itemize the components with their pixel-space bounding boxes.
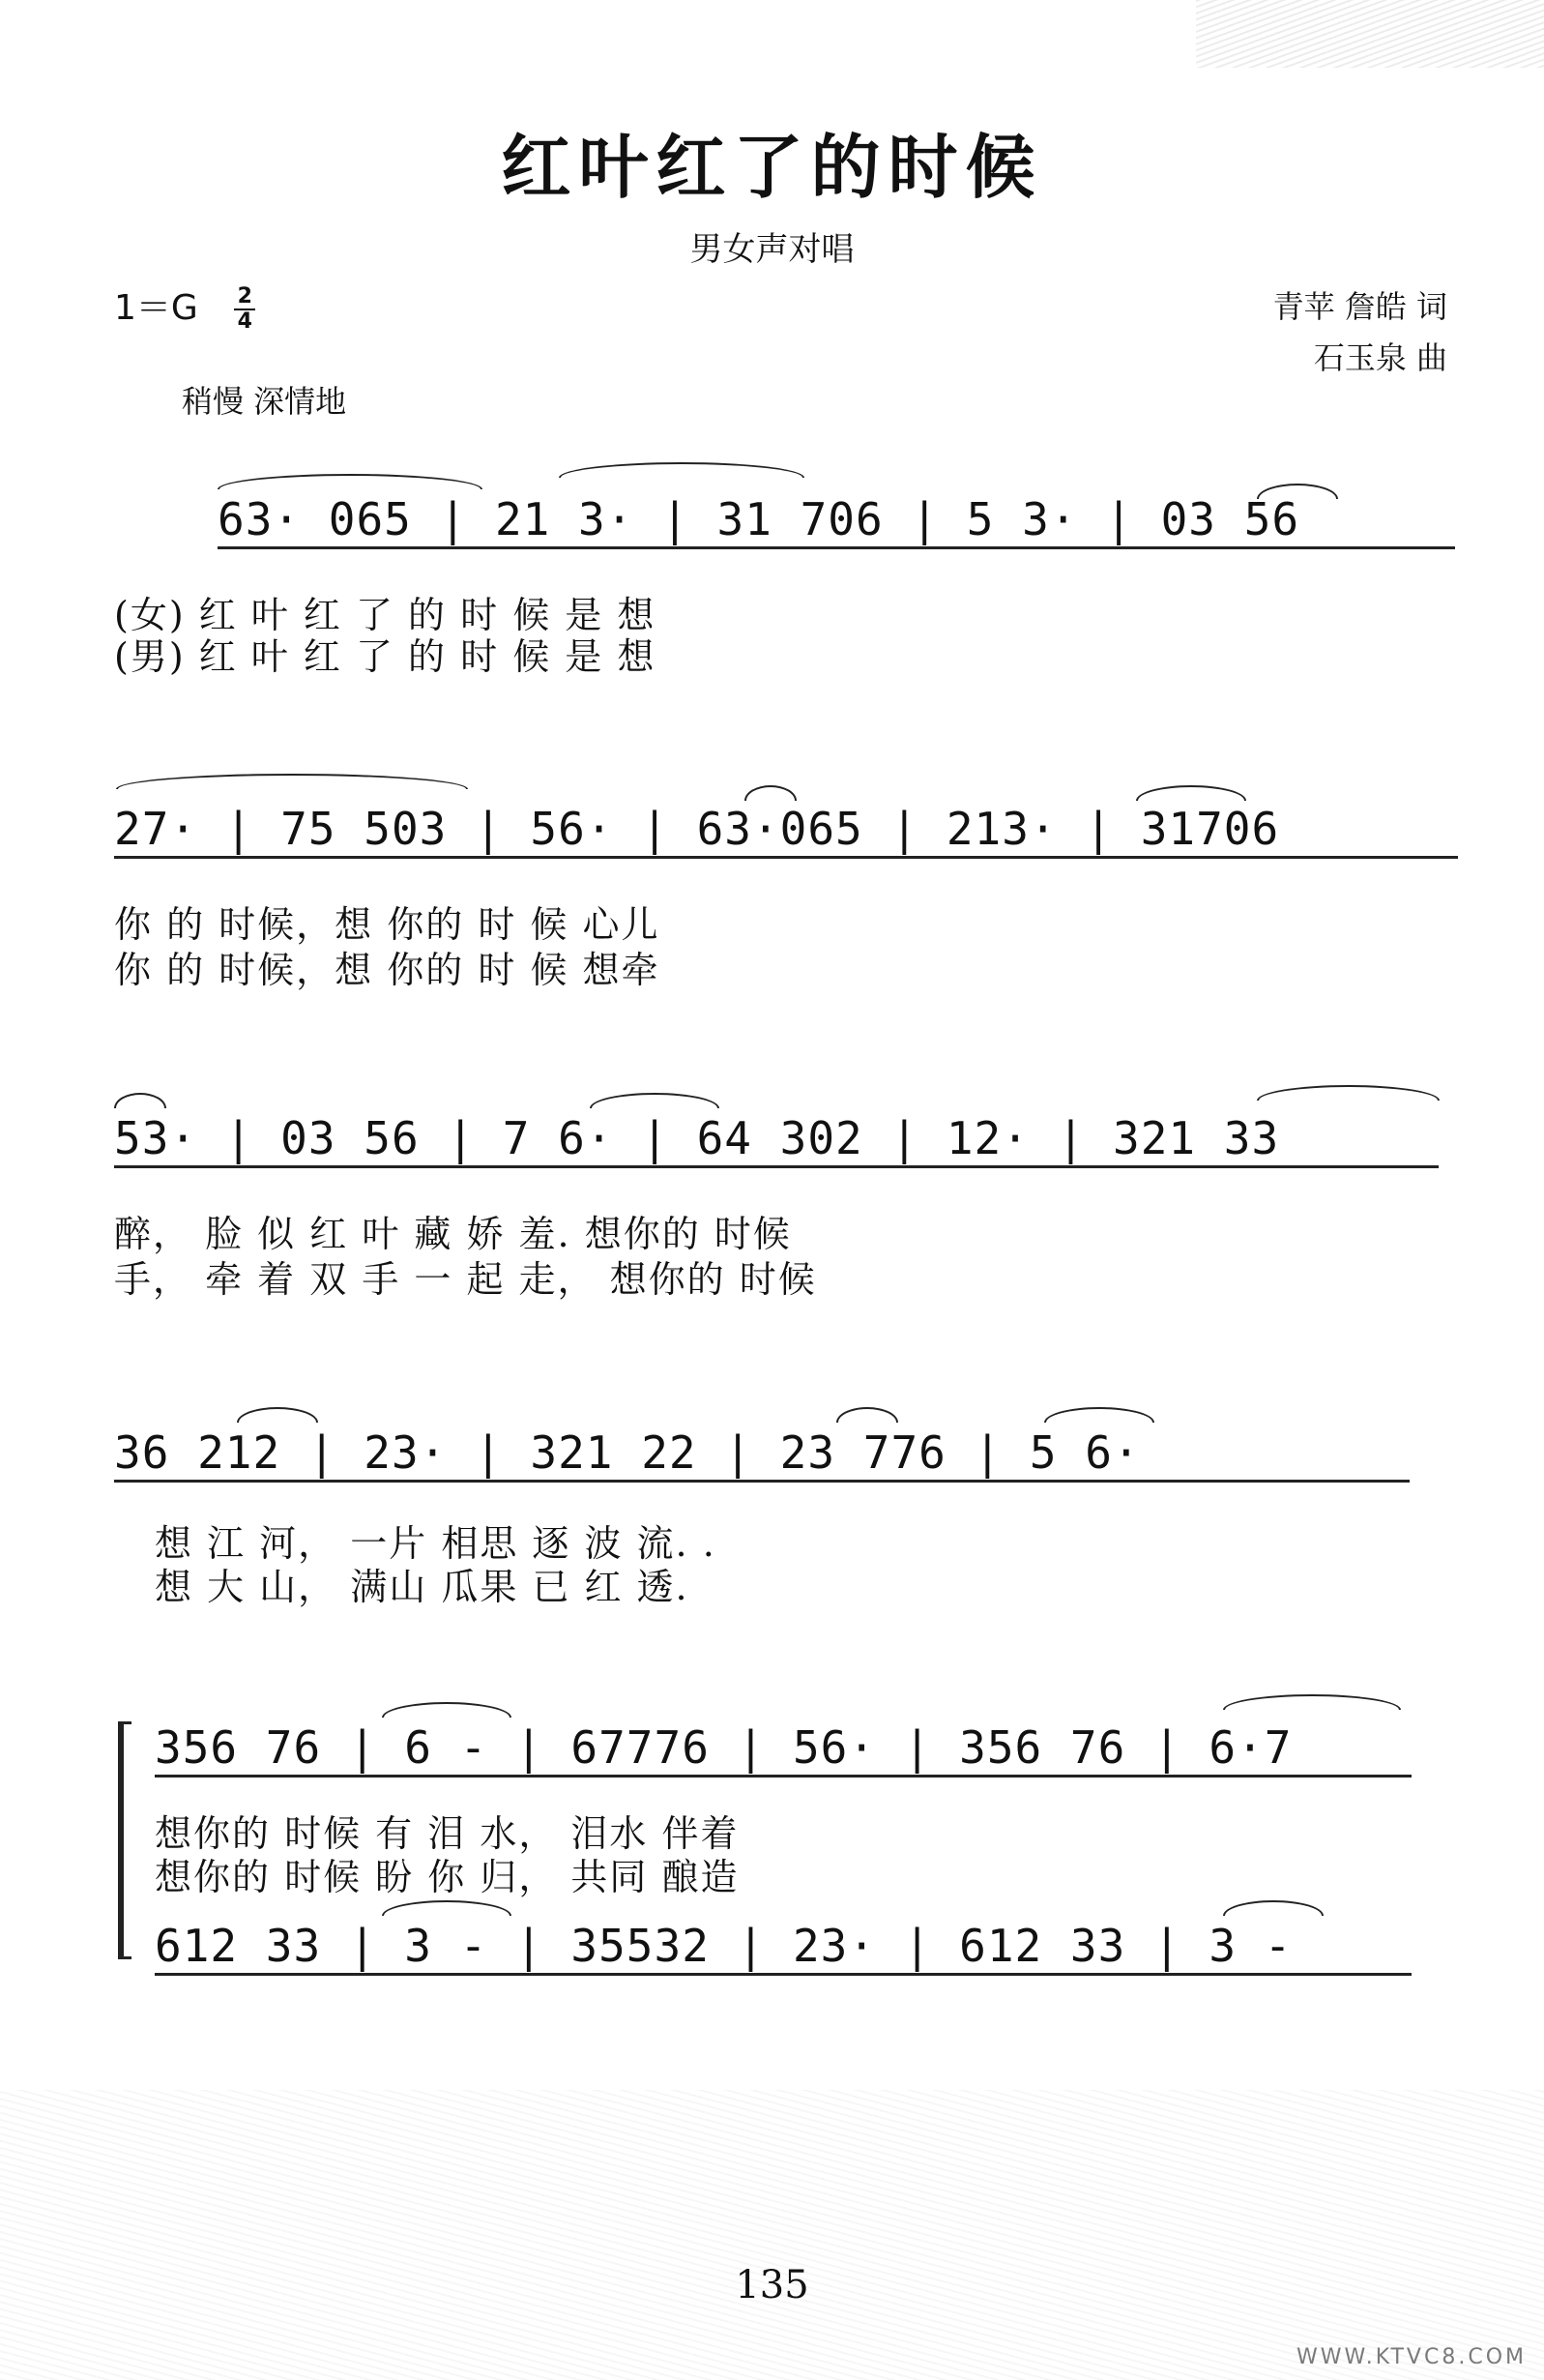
slur (590, 1093, 719, 1108)
slur (1044, 1407, 1154, 1423)
beam-underline (218, 546, 1455, 549)
beam-underline (155, 1775, 1412, 1778)
slur (1223, 1900, 1324, 1916)
lyrics-male-line-1: (男) 红 叶 红 了 的 时 候 是 想 (114, 635, 656, 678)
lyrics-male-line-2: 你 的 时候，想 你的 时 候 想牵 (114, 949, 660, 991)
slur (1257, 1085, 1440, 1101)
lyrics-female-line-5: 想你的 时候 有 泪 水， 泪水 伴着 (155, 1812, 740, 1855)
notation-line-2: 27· | 75 503 | 56· | 63·065 | 213· | 31706 (114, 803, 1280, 855)
time-signature (234, 286, 255, 333)
slur (744, 785, 797, 801)
lyricist-credit: 青苹 詹皓 词 (1272, 288, 1447, 325)
slur (836, 1407, 898, 1423)
slur (218, 474, 482, 489)
slur (382, 1702, 511, 1718)
lyrics-male-line-3: 手， 牵 着 双 手 一 起 走， 想你的 时候 (114, 1258, 817, 1301)
beam-underline (114, 1165, 1439, 1168)
song-subtitle: 男女声对唱 (689, 230, 855, 269)
key-signature (114, 280, 255, 333)
slur (116, 774, 468, 789)
beam-underline (114, 1480, 1410, 1483)
slur (237, 1407, 318, 1423)
slur (382, 1900, 511, 1916)
notation-line-4: 36 212 | 23· | 321 22 | 23 776 | 5 6· (114, 1426, 1141, 1479)
slur (114, 1093, 166, 1108)
site-watermark: WWW.KTVC8.COM (1296, 2345, 1527, 2369)
lyrics-female-line-2: 你 的 时候，想 你的 时 候 心儿 (114, 903, 660, 946)
page-number: 135 (735, 2263, 809, 2307)
key-label: 1＝G (114, 288, 198, 328)
system-bracket (118, 1721, 131, 1959)
notation-line-5-upper: 356 76 | 6 - | 67776 | 56· | 356 76 | 6·7 (155, 1721, 1293, 1774)
lyrics-female-line-3: 醉， 脸 似 红 叶 藏 娇 羞. 想你的 时候 (114, 1213, 792, 1255)
slur (559, 462, 804, 478)
song-title: 红叶红了的时候 (501, 126, 1043, 208)
composer-credit: 石玉泉 曲 (1313, 339, 1447, 376)
decorative-texture-top (1196, 0, 1544, 68)
decorative-texture-bottom (0, 2090, 1544, 2380)
time-numerator: 2 (237, 284, 252, 309)
tempo-marking: 稍慢 深情地 (182, 383, 347, 420)
notation-line-1: 63· 065 | 21 3· | 31 706 | 5 3· | 03 56 (218, 493, 1300, 545)
lyrics-male-line-4: 想 大 山， 满山 瓜果 已 红 透. (155, 1566, 689, 1608)
lyrics-female-line-1: (女) 红 叶 红 了 的 时 候 是 想 (114, 594, 656, 636)
slur (1136, 785, 1246, 801)
beam-underline (155, 1973, 1412, 1976)
notation-line-3: 53· | 03 56 | 7 6· | 64 302 | 12· | 321 33 (114, 1112, 1280, 1164)
lyrics-male-line-5: 想你的 时候 盼 你 归， 共同 酿造 (155, 1856, 740, 1898)
time-denominator: 4 (237, 309, 252, 334)
lyrics-female-line-4: 想 江 河， 一片 相思 逐 波 流. . (155, 1522, 716, 1565)
slur (1223, 1694, 1401, 1710)
notation-line-5-lower: 612 33 | 3 - | 35532 | 23· | 612 33 | 3 - (155, 1920, 1293, 1972)
beam-underline (114, 856, 1458, 859)
